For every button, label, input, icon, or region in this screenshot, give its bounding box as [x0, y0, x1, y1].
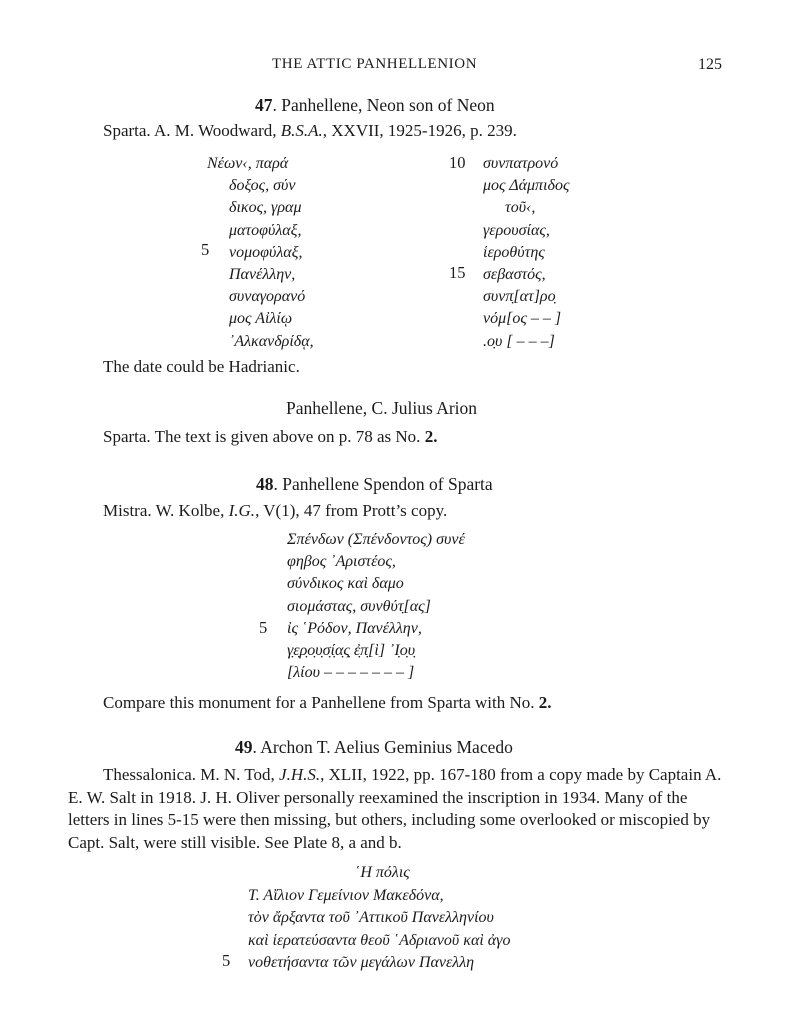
line-number: 5 [259, 618, 268, 637]
inscription-line: συνπατρονό [483, 155, 559, 172]
line-number: 15 [449, 263, 466, 282]
entry-49-heading [235, 737, 513, 758]
arion-text-body: Sparta. The text is given above on p. 78 as No. [103, 427, 425, 446]
inscription-line: νόμ[ος – – ] [483, 310, 562, 328]
inscription-line: τὸν ἄρξαντα τοῦ ᾿Αττικοῦ Πανελληνίου [248, 909, 494, 926]
journal-abbrev: J.H.S. [279, 765, 321, 784]
inscription-49 [248, 862, 510, 975]
inscription-48 [287, 529, 465, 684]
paragraph-text: , XLII, 1922, pp. 167-180 from a copy made by Captain A. E. W. Salt in 1918. J. H. Oliver personally reexamined the inscription in 1934. Many of the letters in lines 5-15 were then missing, but others, including some overlooked or miscopied by Capt. Salt, were still visible. See Plate 8, a and b. [68, 765, 722, 852]
running-head: THE ATTIC PANHELLENION [272, 56, 478, 72]
entry-number: 47 [255, 95, 273, 115]
journal-abbrev: I.G. [228, 501, 256, 520]
inscription-line: ματοφύλαξ, [229, 221, 302, 239]
inscription-line: δοξος, σύν [229, 177, 296, 195]
inscription-line: νομοφύλαξ, [229, 243, 303, 261]
line-number: 10 [449, 153, 466, 172]
line-number: 5 [201, 240, 210, 259]
inscription-line: συνπ̣[ατ]ρο̣ [483, 288, 556, 306]
entry-47-heading [255, 95, 495, 116]
inscription-line: σύνδικος καὶ δαμο [287, 575, 404, 593]
inscription-line: .ο̣υ [ – – –] [483, 332, 555, 350]
cross-ref-number: 2. [424, 427, 438, 446]
entry-number: 49 [235, 737, 253, 757]
entry-title: . Panhellene, Neon son of Neon [272, 95, 495, 115]
inscription-47-left-column [207, 153, 314, 353]
inscription-line: φηβος ᾿Αριστέος, [287, 553, 396, 571]
inscription-line: τοῦ‹, [505, 199, 536, 217]
entry-47-note: The date could be Hadrianic. [103, 357, 300, 376]
source-text: , XXVII, 1925-1926, p. 239. [322, 121, 517, 140]
inscription-line: γερουσίας, [483, 221, 550, 239]
source-text: Sparta. A. M. Woodward, [103, 121, 281, 140]
entry-title: . Panhellene Spendon of Sparta [273, 474, 493, 494]
line-number: 5 [222, 951, 231, 970]
inscription-line: ἰς ῾Ρόδον, Πανέλλην, [287, 619, 422, 637]
entry-title: . Archon T. Aelius Geminius Macedo [252, 737, 513, 757]
inscription-line: γ̣ε̣ρ̣ο̣υ̣σ̣ί̣α̣ς̣ ἐ̣π̣[ὶ] ᾿Ι̣ο̣υ̣ [287, 641, 416, 659]
journal-abbrev: B.S.A. [280, 121, 323, 140]
inscription-line: συναγορανό [229, 288, 306, 306]
inscription-line: σεβαστός, [483, 265, 546, 283]
inscription-line: νοθετήσαντα τῶν μεγάλων Πανελλη [248, 954, 475, 971]
entry-48-source [103, 501, 447, 521]
inscription-47-right-column [483, 153, 569, 353]
inscription-line: δικος, γραμ [229, 199, 302, 217]
entry-49-paragraph [68, 764, 722, 854]
entry-48-compare [103, 693, 552, 713]
inscription-line: [λίου – – – – – – – ] [287, 664, 415, 682]
inscription-line: μος Δάμπιδος [483, 177, 570, 195]
inscription-line: ᾿Αλκανδρίδᾳ, [229, 332, 314, 350]
inscription-line: Τ. Αἴλιον Γεμείνιον Μακεδόνα, [248, 886, 444, 904]
inscription-line: ῾Η πόλις [355, 864, 410, 881]
inscription-line: ἱεροθύτης [483, 243, 545, 261]
arion-heading: Panhellene, C. Julius Arion [286, 398, 478, 418]
entry-47-source [103, 121, 517, 141]
inscription-line: μος Αἰλίῳ [229, 310, 293, 328]
compare-text: Compare this monument for a Panhellene from Sparta with No. [103, 693, 539, 712]
inscription-line: Πανέλλην, [229, 265, 296, 283]
entry-number: 48 [256, 474, 274, 494]
paragraph-text: Thessalonica. M. N. Tod, [103, 765, 280, 784]
inscription-line: καὶ ἱερατεύσαντα θεοῦ ῾Αδριανοῦ καὶ ἀγο [248, 931, 511, 949]
source-text: , V(1), 47 from Prott’s copy. [255, 501, 448, 520]
arion-text [103, 427, 437, 447]
inscription-line: Νέων‹, παρά [207, 155, 289, 172]
source-text: Mistra. W. Kolbe, [103, 501, 229, 520]
cross-ref-number: 2. [538, 693, 552, 712]
entry-48-heading [256, 474, 493, 495]
inscription-line: Σπένδων (Σπένδοντος) συνέ [287, 531, 465, 548]
inscription-line: σιομάστας, συνθύτ̣[ας] [287, 597, 431, 615]
page-number: 125 [698, 56, 722, 73]
